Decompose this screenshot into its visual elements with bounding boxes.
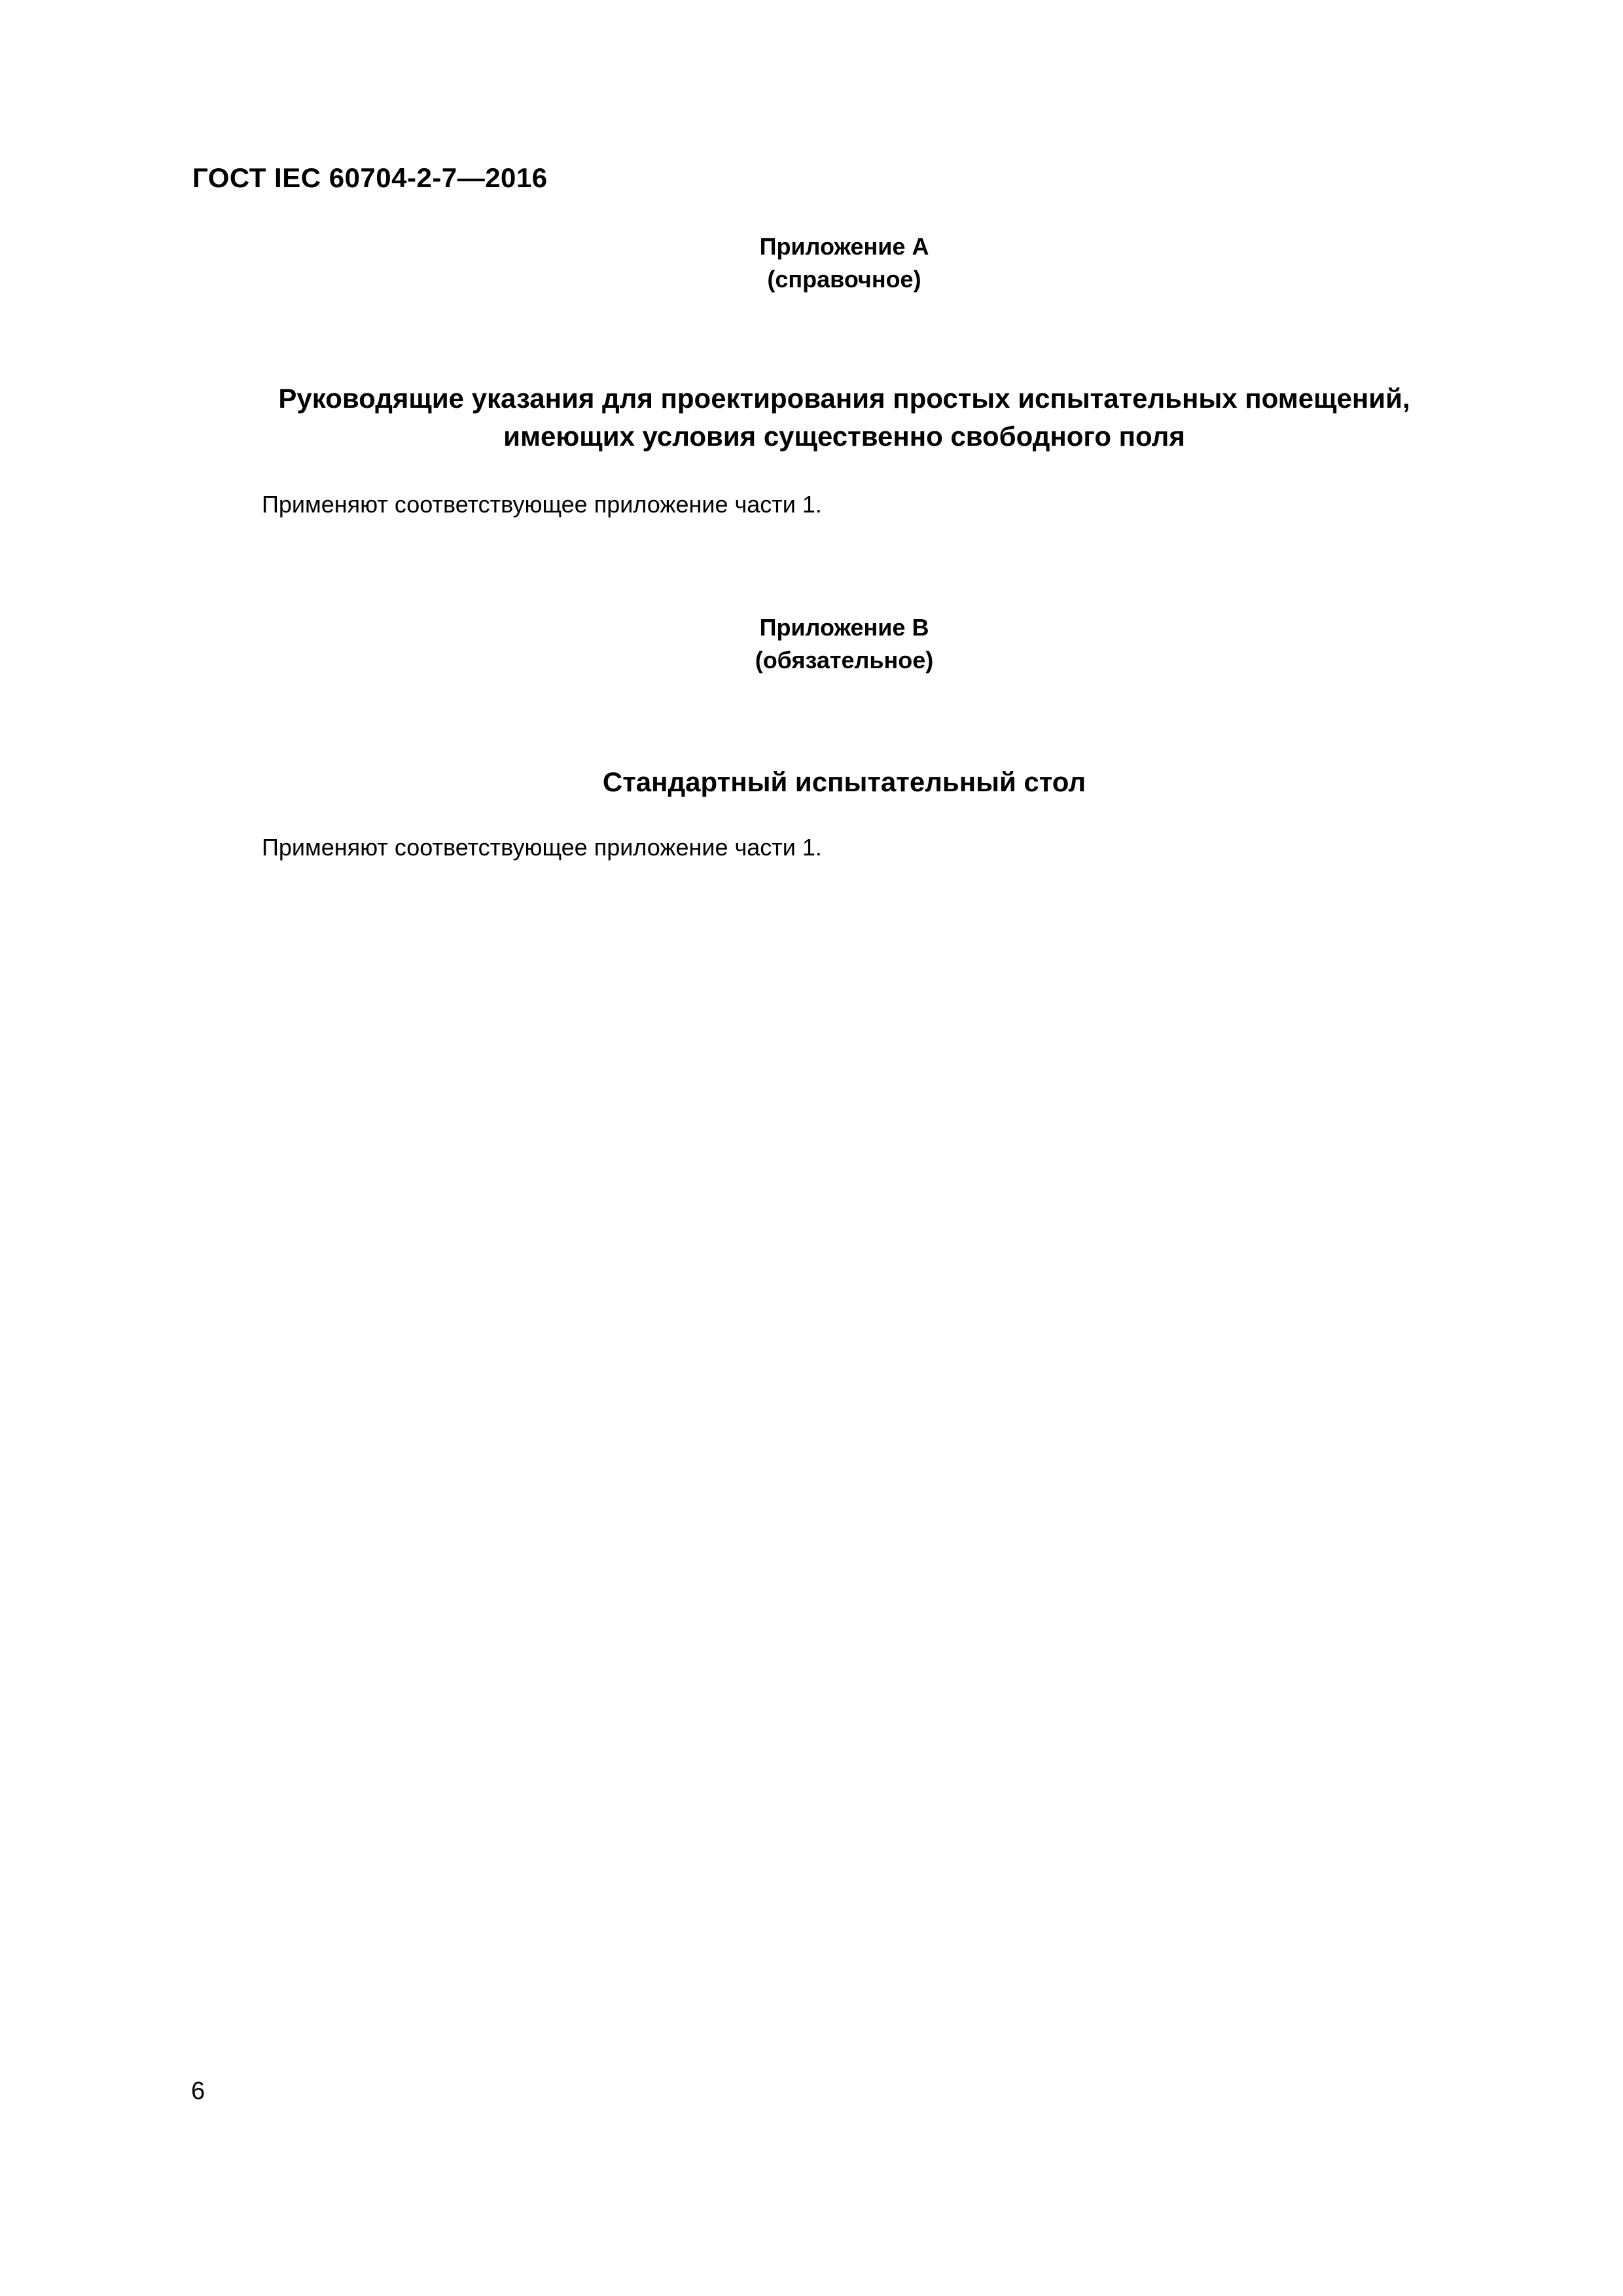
appendix-a-title-line-2: имеющих условия существенно свободного поля [503, 421, 1185, 452]
appendix-b-title: Стандартный испытательный стол [602, 766, 1086, 797]
appendix-b-status: (обязательное) [755, 647, 934, 673]
appendix-a-label: Приложение А [759, 233, 929, 260]
appendix-a-title [196, 380, 1492, 456]
document-header: ГОСТ IEC 60704-2-7—2016 [192, 162, 548, 193]
appendix-a-body-text: Применяют соответствующее приложение части 1. [262, 491, 822, 518]
appendix-a-title-line-1: Руководящие указания для проектирования простых испытательных помещений, [278, 383, 1410, 414]
appendix-a-label-block [196, 230, 1492, 296]
appendix-b-label-block [196, 611, 1492, 677]
page-number: 6 [191, 2077, 205, 2105]
appendix-b-body-text: Применяют соответствующее приложение части 1. [262, 834, 822, 861]
appendix-a-status: (справочное) [767, 266, 921, 293]
appendix-b-label: Приложение В [759, 614, 929, 641]
